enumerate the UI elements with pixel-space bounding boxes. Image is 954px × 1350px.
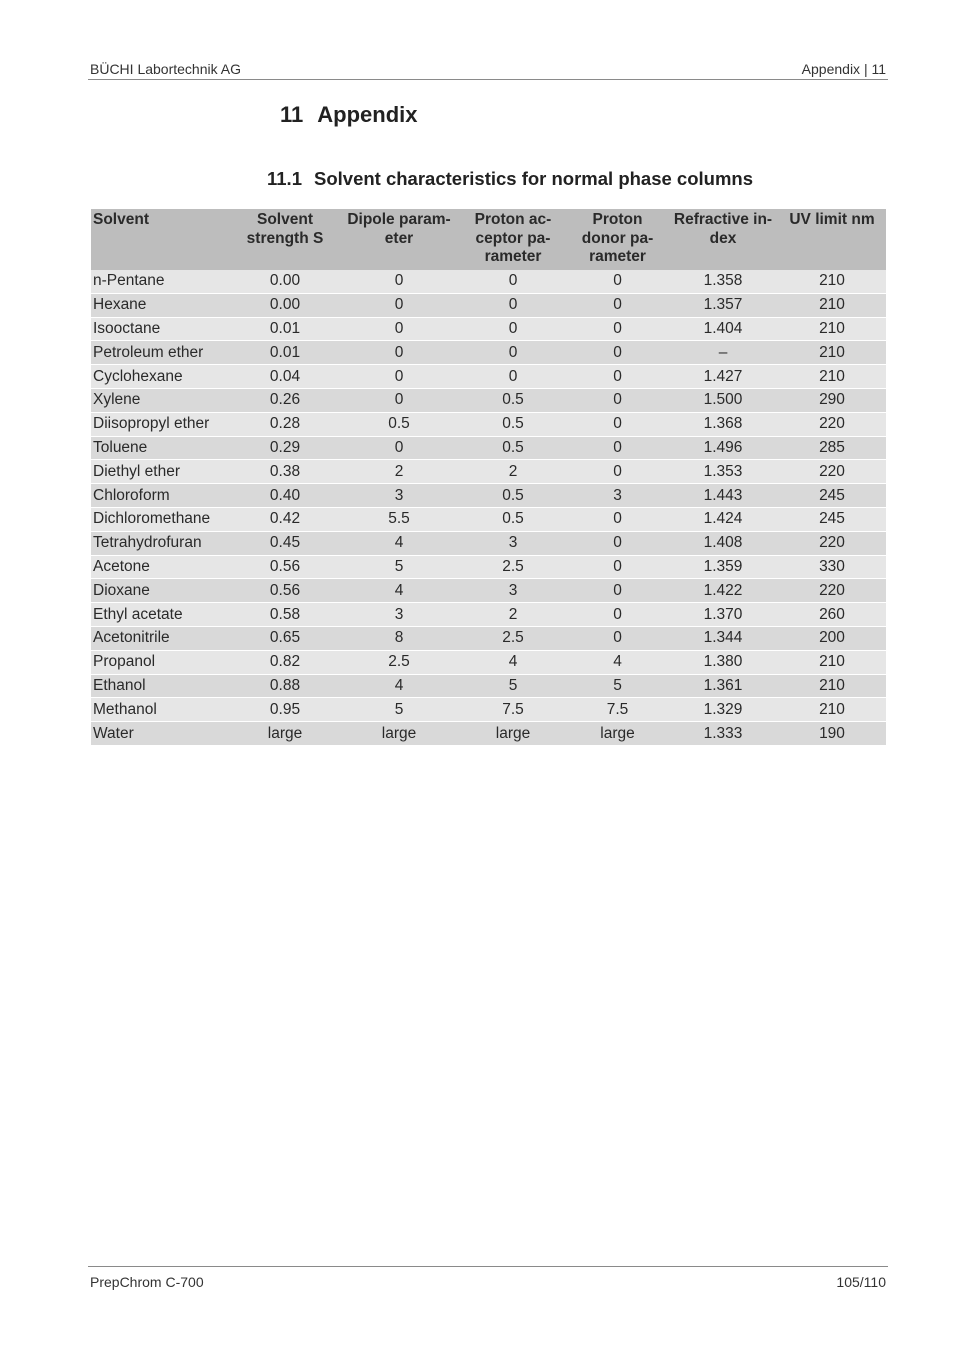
table-cell: 220 [778, 460, 886, 484]
table-cell: large [567, 722, 668, 746]
table-cell: 3 [339, 603, 459, 627]
table-cell: 2.5 [459, 626, 567, 650]
solvent-name-cell: Dichloromethane [91, 507, 231, 531]
table-cell: 200 [778, 626, 886, 650]
table-row [91, 412, 886, 436]
solvent-table [91, 209, 886, 746]
solvent-name-cell: Acetone [91, 555, 231, 579]
solvent-name-cell: Tetrahydrofuran [91, 531, 231, 555]
solvent-name-cell: Dioxane [91, 579, 231, 603]
table-row [91, 722, 886, 746]
table-cell: 0 [567, 460, 668, 484]
table-cell: 210 [778, 365, 886, 389]
table-cell: 2.5 [339, 650, 459, 674]
table-cell: 1.358 [668, 270, 778, 294]
table-cell: 0.01 [231, 317, 339, 341]
table-cell: 0 [339, 436, 459, 460]
table-row [91, 460, 886, 484]
table-cell: 1.368 [668, 412, 778, 436]
solvent-name-cell: Ethyl acetate [91, 603, 231, 627]
table-cell: 0.29 [231, 436, 339, 460]
table-row [91, 341, 886, 365]
header-solvent: Solvent [91, 209, 231, 270]
solvent-name-cell: Toluene [91, 436, 231, 460]
solvent-name-cell: Diisopropyl ether [91, 412, 231, 436]
table-cell: 5.5 [339, 507, 459, 531]
table-cell: 1.333 [668, 722, 778, 746]
table-cell: 2 [459, 460, 567, 484]
table-cell: 0.40 [231, 484, 339, 508]
table-cell: 0 [339, 388, 459, 412]
table-cell: 1.380 [668, 650, 778, 674]
table-cell: 0.42 [231, 507, 339, 531]
table-cell: 285 [778, 436, 886, 460]
table-cell: 210 [778, 650, 886, 674]
table-cell: 0.82 [231, 650, 339, 674]
table-cell: 0.00 [231, 270, 339, 294]
header-proton-acceptor: Proton ac- ceptor pa- rameter [459, 209, 567, 270]
table-cell: 0.56 [231, 555, 339, 579]
table-cell: 2.5 [459, 555, 567, 579]
chapter-number: 11 [280, 102, 304, 127]
solvent-name-cell: Chloroform [91, 484, 231, 508]
table-cell: 210 [778, 698, 886, 722]
table-cell: 3 [459, 579, 567, 603]
solvent-name-cell: Diethyl ether [91, 460, 231, 484]
table-cell: 0 [339, 270, 459, 294]
table-cell: 0.5 [459, 484, 567, 508]
table-cell: 1.361 [668, 674, 778, 698]
table-cell: 4 [339, 579, 459, 603]
table-cell: 1.370 [668, 603, 778, 627]
table-cell: 1.357 [668, 293, 778, 317]
solvent-name-cell: Propanol [91, 650, 231, 674]
table-cell: 0 [459, 365, 567, 389]
table-cell: 5 [339, 555, 459, 579]
table-row [91, 484, 886, 508]
solvent-name-cell: Hexane [91, 293, 231, 317]
table-row [91, 388, 886, 412]
table-cell: 210 [778, 341, 886, 365]
solvent-name-cell: Petroleum ether [91, 341, 231, 365]
table-cell: 0.5 [459, 507, 567, 531]
table-cell: 1.329 [668, 698, 778, 722]
table-cell: 0 [339, 293, 459, 317]
table-cell: 0 [339, 365, 459, 389]
table-cell: 1.427 [668, 365, 778, 389]
table-cell: 0 [567, 626, 668, 650]
table-cell: 0.5 [459, 388, 567, 412]
table-cell: 1.422 [668, 579, 778, 603]
table-cell: 0.28 [231, 412, 339, 436]
table-row [91, 674, 886, 698]
header-dipole-parameter: Dipole param- eter [339, 209, 459, 270]
table-cell: 0 [567, 603, 668, 627]
table-row [91, 507, 886, 531]
table-cell: 1.353 [668, 460, 778, 484]
table-cell: 0.95 [231, 698, 339, 722]
table-cell: 0 [459, 293, 567, 317]
header-company: BÜCHI Labortechnik AG [90, 60, 241, 77]
table-cell: 0 [567, 531, 668, 555]
table-cell: 0 [567, 365, 668, 389]
table-cell: 4 [567, 650, 668, 674]
table-cell: large [339, 722, 459, 746]
table-cell: 1.408 [668, 531, 778, 555]
table-row [91, 531, 886, 555]
table-cell: 7.5 [567, 698, 668, 722]
solvent-name-cell: Cyclohexane [91, 365, 231, 389]
table-row [91, 650, 886, 674]
table-cell: 0.26 [231, 388, 339, 412]
table-row [91, 626, 886, 650]
table-body [91, 270, 886, 746]
table-cell: 0.5 [459, 412, 567, 436]
section-title: Solvent characteristics for normal phase columns [314, 168, 754, 189]
table-cell: 3 [567, 484, 668, 508]
table-cell: 5 [459, 674, 567, 698]
table-cell: 0 [567, 293, 668, 317]
table-cell: 1.496 [668, 436, 778, 460]
table-cell: 210 [778, 674, 886, 698]
table-cell: 0.88 [231, 674, 339, 698]
section-number: 11.1 [267, 168, 302, 189]
table-cell: 1.359 [668, 555, 778, 579]
table-cell: 0 [339, 317, 459, 341]
table-cell: 210 [778, 317, 886, 341]
header-chapter-ref: Appendix | 11 [801, 60, 886, 77]
page-footer [88, 1266, 888, 1290]
table-row [91, 317, 886, 341]
table-cell: 8 [339, 626, 459, 650]
table-cell: 0.58 [231, 603, 339, 627]
table-cell: 0 [567, 317, 668, 341]
table-cell: 220 [778, 412, 886, 436]
solvent-name-cell: Ethanol [91, 674, 231, 698]
table-cell: 0.65 [231, 626, 339, 650]
table-cell: 0.01 [231, 341, 339, 365]
table-cell: 0.45 [231, 531, 339, 555]
table-row [91, 365, 886, 389]
page-header [88, 58, 888, 80]
table-cell: 0 [567, 341, 668, 365]
table-cell: 0.00 [231, 293, 339, 317]
solvent-name-cell: Water [91, 722, 231, 746]
table-row [91, 293, 886, 317]
table-cell: 3 [459, 531, 567, 555]
table-cell: 0.56 [231, 579, 339, 603]
table-cell: 1.424 [668, 507, 778, 531]
table-cell: 245 [778, 484, 886, 508]
table-cell: 4 [459, 650, 567, 674]
table-row [91, 270, 886, 294]
solvent-name-cell: Acetonitrile [91, 626, 231, 650]
table-row [91, 436, 886, 460]
header-uv-limit: UV limit nm [778, 209, 886, 270]
table-cell: 0 [459, 270, 567, 294]
table-cell: 0 [567, 270, 668, 294]
table-row [91, 698, 886, 722]
table-cell: 7.5 [459, 698, 567, 722]
header-solvent-strength: Solvent strength S [231, 209, 339, 270]
solvent-name-cell: Isooctane [91, 317, 231, 341]
table-row [91, 555, 886, 579]
table-cell: 5 [567, 674, 668, 698]
table-cell: 2 [459, 603, 567, 627]
table-cell: 3 [339, 484, 459, 508]
table-cell: 0 [567, 436, 668, 460]
table-header-row [91, 209, 886, 270]
table-cell: 0.38 [231, 460, 339, 484]
table-cell: 5 [339, 698, 459, 722]
header-proton-donor: Proton donor pa- rameter [567, 209, 668, 270]
table-cell: 190 [778, 722, 886, 746]
table-cell: 220 [778, 579, 886, 603]
table-row [91, 579, 886, 603]
table-cell: 4 [339, 674, 459, 698]
table-cell: large [231, 722, 339, 746]
table-cell: 1.500 [668, 388, 778, 412]
table-cell: 4 [339, 531, 459, 555]
table-cell: 0 [567, 388, 668, 412]
table-cell: 0 [567, 579, 668, 603]
footer-page-number: 105/110 [836, 1274, 886, 1290]
table-cell: 0 [567, 412, 668, 436]
footer-product: PrepChrom C-700 [90, 1274, 204, 1290]
solvent-name-cell: n-Pentane [91, 270, 231, 294]
solvent-name-cell: Xylene [91, 388, 231, 412]
table-cell: 260 [778, 603, 886, 627]
table-cell: 220 [778, 531, 886, 555]
table-cell: 210 [778, 270, 886, 294]
table-cell: 0.04 [231, 365, 339, 389]
table-cell: 1.443 [668, 484, 778, 508]
table-cell: 210 [778, 293, 886, 317]
table-cell: 330 [778, 555, 886, 579]
chapter-title: Appendix [317, 102, 418, 127]
table-cell: 0 [459, 317, 567, 341]
table-cell: 0 [567, 507, 668, 531]
chapter-heading [280, 102, 418, 128]
table-cell: 0.5 [339, 412, 459, 436]
table-cell: 0 [339, 341, 459, 365]
table-cell: 1.404 [668, 317, 778, 341]
table-row [91, 603, 886, 627]
table-cell: 0 [567, 555, 668, 579]
table-cell: 1.344 [668, 626, 778, 650]
header-refractive-index: Refractive in- dex [668, 209, 778, 270]
table-cell: 0.5 [459, 436, 567, 460]
section-heading [267, 168, 753, 190]
table-cell: 0 [459, 341, 567, 365]
table-cell: large [459, 722, 567, 746]
solvent-name-cell: Methanol [91, 698, 231, 722]
table-cell: 2 [339, 460, 459, 484]
table-cell: 290 [778, 388, 886, 412]
table-cell: 245 [778, 507, 886, 531]
table-cell: – [668, 341, 778, 365]
